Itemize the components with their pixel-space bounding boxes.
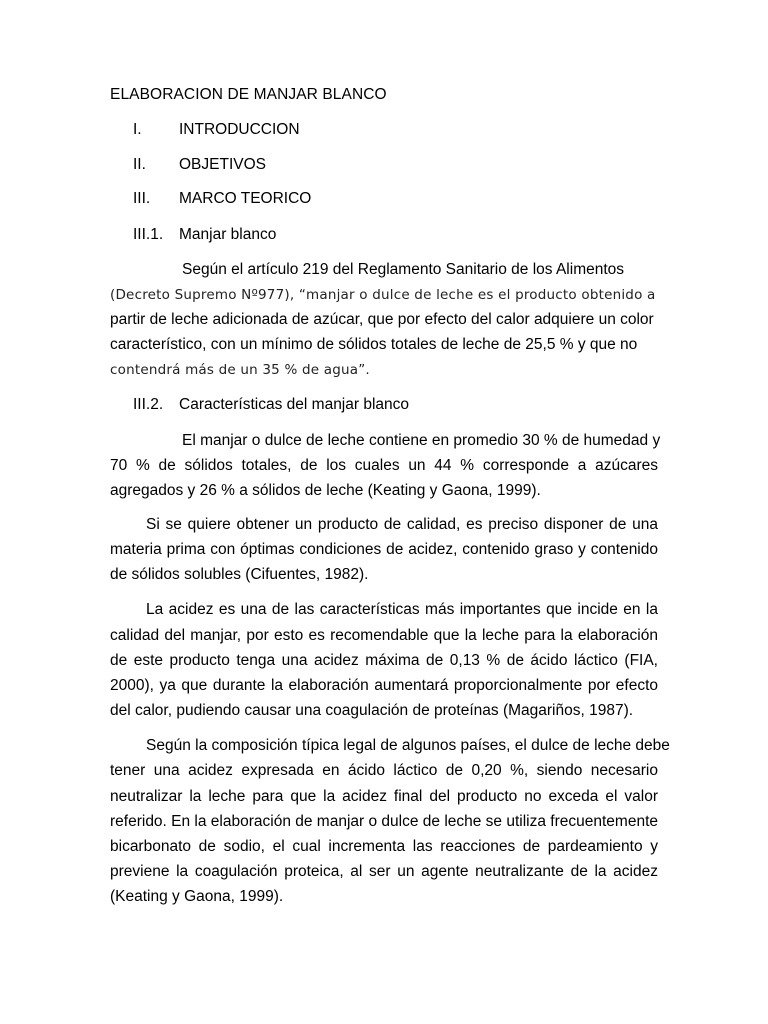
paragraph-line: La acidez es una de las características más importantes que incide en la <box>146 601 658 618</box>
section-heading-introduccion <box>133 121 300 139</box>
paragraph-line: agregados y 26 % a sólidos de leche (Keating y Gaona, 1999). <box>110 482 541 499</box>
section-number: III.2. <box>133 396 164 413</box>
paragraph-line: referido. En la elaboración de manjar o dulce de leche se utiliza frecuentemente <box>110 813 658 830</box>
paragraph-line: de sólidos solubles (Cifuentes, 1982). <box>110 566 369 583</box>
paragraph-line: tener una acidez expresada en ácido láctico de 0,20 %, siendo necesario <box>110 762 658 779</box>
section-number: I. <box>133 121 142 138</box>
paragraph-line: (Keating y Gaona, 1999). <box>110 888 284 905</box>
document-title: ELABORACION DE MANJAR BLANCO <box>110 86 387 103</box>
paragraph-line: Si se quiere obtener un producto de calidad, es preciso disponer de una <box>146 516 658 533</box>
paragraph-line: del calor, pudiendo causar una coagulación de proteínas (Magariños, 1987). <box>110 702 634 719</box>
paragraph-line: calidad del manjar, por esto es recomendable que la leche para la elaboración <box>110 627 658 644</box>
section-label: MARCO TEORICO <box>179 190 312 207</box>
section-label: OBJETIVOS <box>179 156 266 173</box>
paragraph-line: neutralizar la leche para que la acidez final del producto no exceda el valor <box>110 788 658 805</box>
section-label: INTRODUCCION <box>179 121 300 138</box>
section-number: III. <box>133 190 151 207</box>
paragraph-line: 70 % de sólidos totales, de los cuales un 44 % corresponde a azúcares <box>110 457 658 474</box>
paragraph-line: contendrá más de un 35 % de agua”. <box>110 362 370 378</box>
section-heading-objetivos <box>133 156 266 174</box>
section-label: Manjar blanco <box>179 226 277 243</box>
paragraph-line: 2000), ya que durante la elaboración aumentará proporcionalmente por efecto <box>110 677 658 694</box>
subsection-heading-manjar-blanco <box>133 226 276 244</box>
paragraph-line: previene la coagulación proteica, al ser un agente neutralizante de la acidez <box>110 863 658 880</box>
paragraph-line: Según la composición típica legal de algunos países, el dulce de leche debe <box>146 737 670 754</box>
paragraph-line: bicarbonato de sodio, el cual incrementa las reacciones de pardeamiento y <box>110 838 658 855</box>
subsection-heading-caracteristicas <box>133 396 409 414</box>
paragraph-line: Según el artículo 219 del Reglamento Sanitario de los Alimentos <box>182 261 625 278</box>
paragraph-line: partir de leche adicionada de azúcar, que por efecto del calor adquiere un color <box>110 311 654 328</box>
section-label: Características del manjar blanco <box>179 396 410 413</box>
section-heading-marco-teorico <box>133 190 311 208</box>
section-number: II. <box>133 156 146 173</box>
section-number: III.1. <box>133 226 164 243</box>
paragraph-line: de este producto tenga una acidez máxima de 0,13 % de ácido láctico (FIA, <box>110 652 658 669</box>
paragraph-line: característico, con un mínimo de sólidos totales de leche de 25,5 % y que no <box>110 336 638 353</box>
paragraph-line: materia prima con óptimas condiciones de acidez, contenido graso y contenido <box>110 541 658 558</box>
paragraph-line: El manjar o dulce de leche contiene en promedio 30 % de humedad y <box>182 432 661 449</box>
paragraph-line: (Decreto Supremo Nº977), “manjar o dulce de leche es el producto obtenido a <box>110 287 656 303</box>
